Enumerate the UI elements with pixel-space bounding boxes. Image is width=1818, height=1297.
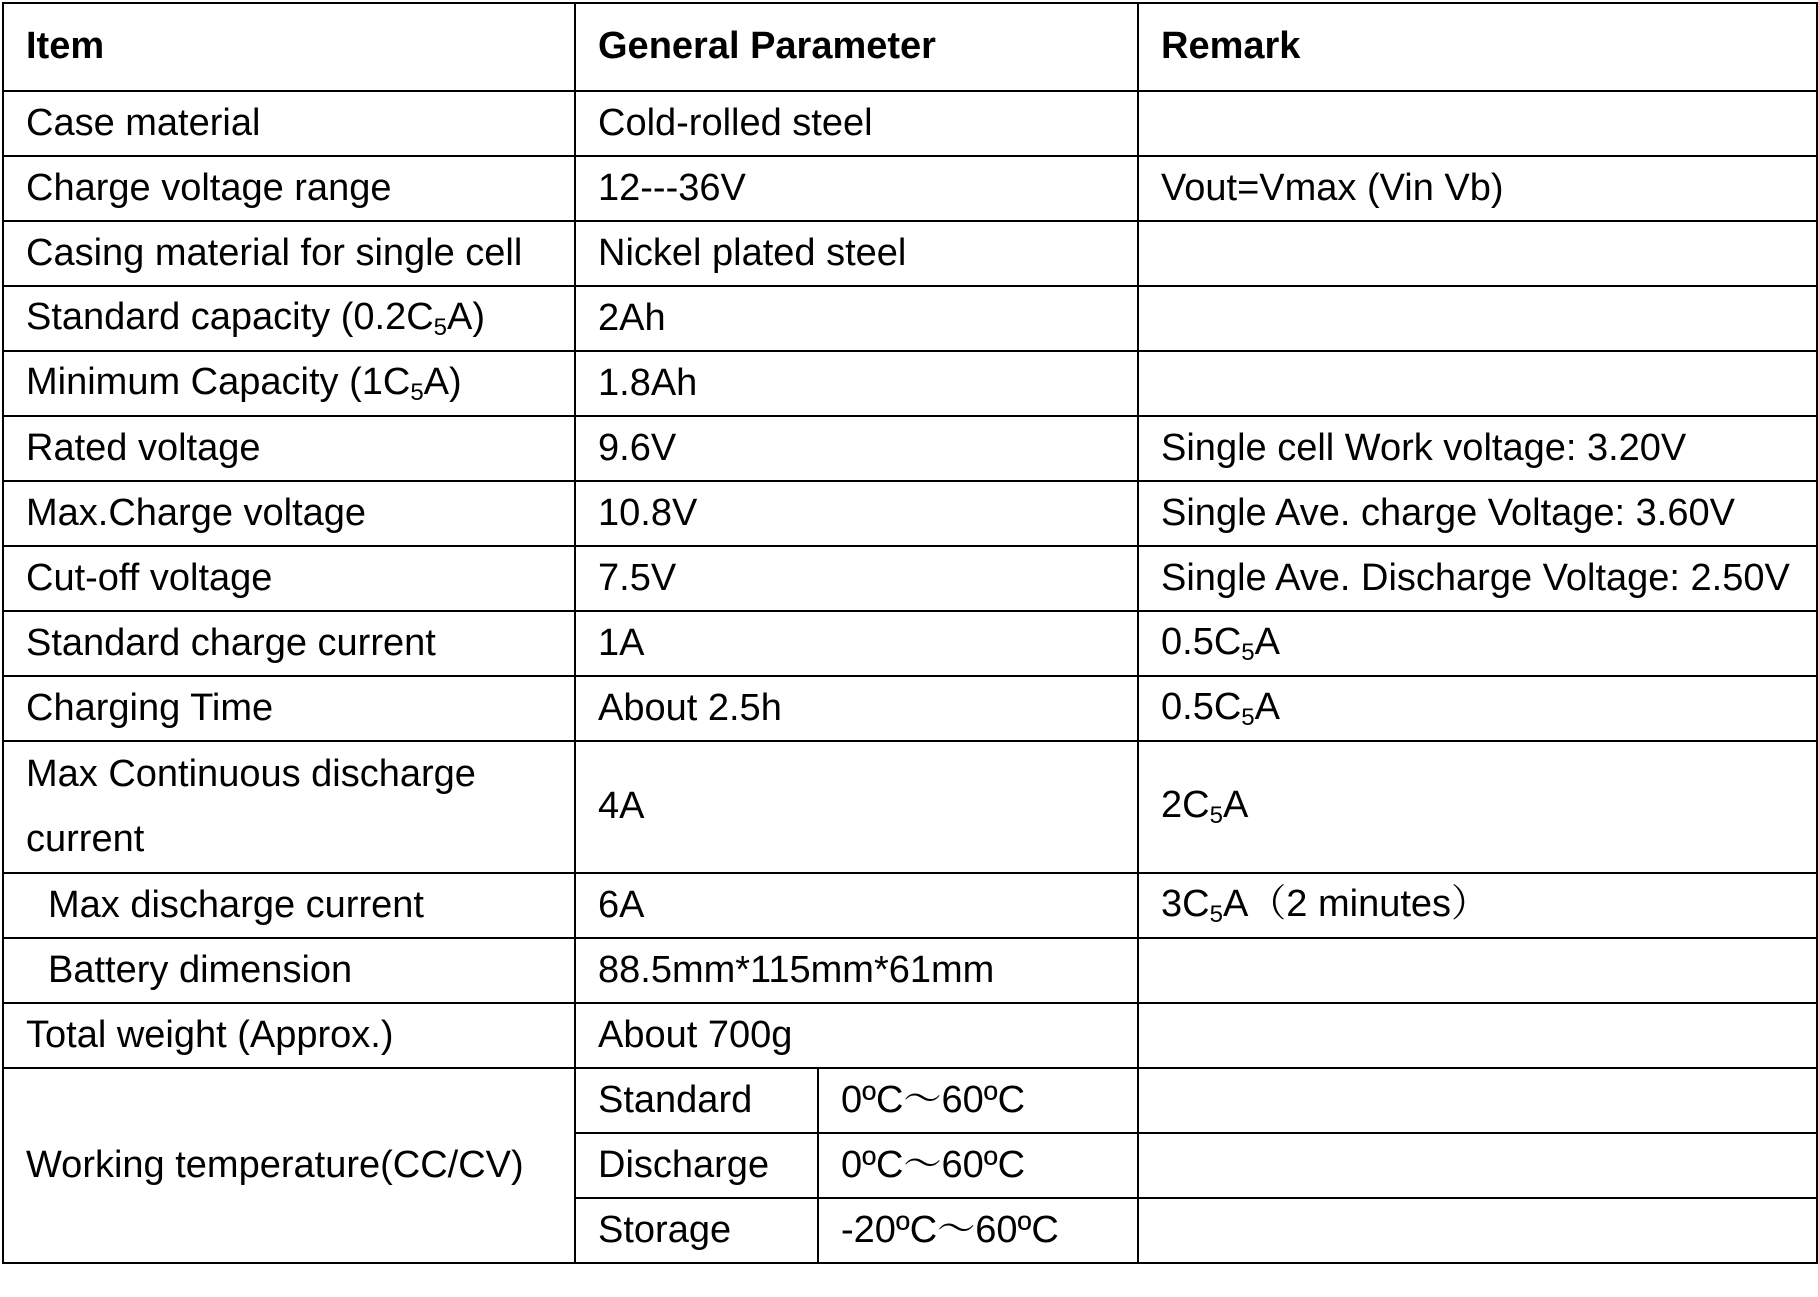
table-row — [3, 676, 1817, 741]
remark-text: 0.5C — [1161, 685, 1242, 728]
remark-cell — [1138, 938, 1817, 1003]
param-cell: 7.5V — [575, 546, 1138, 611]
item-cell: Battery dimension — [3, 938, 575, 1003]
item-cell: Cut-off voltage — [3, 546, 575, 611]
remark-cell — [1138, 1198, 1817, 1263]
param-cell: 9.6V — [575, 416, 1138, 481]
remark-cell — [1138, 1068, 1817, 1133]
item-cell: Max discharge current — [3, 873, 575, 938]
subscript: 5 — [433, 313, 448, 341]
table-row — [3, 546, 1817, 611]
table-row — [3, 611, 1817, 676]
remark-text: A — [1222, 784, 1249, 827]
item-cell — [3, 286, 575, 351]
remark-cell — [1138, 221, 1817, 286]
param-cell: Cold-rolled steel — [575, 91, 1138, 156]
header-row — [3, 3, 1817, 91]
remark-cell — [1138, 91, 1817, 156]
remark-cell — [1138, 351, 1817, 416]
remark-text: A — [1254, 620, 1281, 663]
param-cell: 1A — [575, 611, 1138, 676]
item-cell: Rated voltage — [3, 416, 575, 481]
param-cell: 12---36V — [575, 156, 1138, 221]
table-row — [3, 156, 1817, 221]
table-row — [3, 351, 1817, 416]
header-item: Item — [3, 3, 575, 91]
temp-value-cell: 0ºC～60ºC — [818, 1133, 1138, 1198]
subscript: 5 — [1209, 802, 1223, 830]
table-row — [3, 481, 1817, 546]
temp-value-cell: 0ºC～60ºC — [818, 1068, 1138, 1133]
table-row — [3, 938, 1817, 1003]
table-row — [3, 221, 1817, 286]
param-cell: 6A — [575, 873, 1138, 938]
remark-cell: Single Ave. charge Voltage: 3.60V — [1138, 481, 1817, 546]
item-cell: Max.Charge voltage — [3, 481, 575, 546]
table-row — [3, 873, 1817, 938]
subscript: 5 — [1209, 900, 1223, 928]
item-cell: Case material — [3, 91, 575, 156]
subscript: 5 — [1241, 638, 1255, 666]
remark-cell: Single cell Work voltage: 3.20V — [1138, 416, 1817, 481]
temp-label-cell: Standard — [575, 1068, 818, 1133]
table-row — [3, 91, 1817, 156]
item-text: A) — [447, 295, 486, 338]
remark-cell — [1138, 873, 1817, 938]
temp-label-cell: Storage — [575, 1198, 818, 1263]
header-remark: Remark — [1138, 3, 1817, 91]
temp-label-cell: Discharge — [575, 1133, 818, 1198]
subscript: 5 — [410, 378, 424, 406]
remark-text: A（2 minutes） — [1222, 882, 1490, 925]
remark-cell — [1138, 611, 1817, 676]
param-cell: About 2.5h — [575, 676, 1138, 741]
param-cell: 1.8Ah — [575, 351, 1138, 416]
item-cell — [3, 351, 575, 416]
param-cell: 10.8V — [575, 481, 1138, 546]
remark-text: 0.5C — [1161, 620, 1242, 663]
item-cell: Charge voltage range — [3, 156, 575, 221]
table-row — [3, 741, 1817, 873]
remark-cell — [1138, 676, 1817, 741]
remark-cell — [1138, 741, 1817, 873]
battery-spec-table — [2, 2, 1818, 1264]
temp-value-cell: -20ºC～60ºC — [818, 1198, 1138, 1263]
remark-cell: Vout=Vmax (Vin Vb) — [1138, 156, 1817, 221]
item-cell: Max Continuous discharge current — [3, 741, 575, 873]
item-cell: Standard charge current — [3, 611, 575, 676]
table-row — [3, 416, 1817, 481]
param-cell: 4A — [575, 741, 1138, 873]
param-cell: About 700g — [575, 1003, 1138, 1068]
item-cell: Charging Time — [3, 676, 575, 741]
remark-text: A — [1254, 685, 1281, 728]
item-text: A) — [423, 360, 462, 403]
param-cell: 88.5mm*115mm*61mm — [575, 938, 1138, 1003]
remark-text: 2C — [1161, 784, 1210, 827]
working-temperature-row — [3, 1068, 1817, 1133]
remark-cell — [1138, 1003, 1817, 1068]
table-row — [3, 1003, 1817, 1068]
remark-cell: Single Ave. Discharge Voltage: 2.50V — [1138, 546, 1817, 611]
subscript: 5 — [1241, 703, 1255, 731]
remark-cell — [1138, 286, 1817, 351]
header-general-parameter: General Parameter — [575, 3, 1138, 91]
table-row — [3, 286, 1817, 351]
item-cell: Working temperature(CC/CV) — [3, 1068, 575, 1263]
item-text: Minimum Capacity (1C — [26, 360, 411, 403]
item-text: Standard capacity (0.2C — [26, 295, 434, 338]
param-cell: Nickel plated steel — [575, 221, 1138, 286]
remark-text: 3C — [1161, 882, 1210, 925]
item-cell: Total weight (Approx.) — [3, 1003, 575, 1068]
remark-cell — [1138, 1133, 1817, 1198]
param-cell: 2Ah — [575, 286, 1138, 351]
item-cell: Casing material for single cell — [3, 221, 575, 286]
